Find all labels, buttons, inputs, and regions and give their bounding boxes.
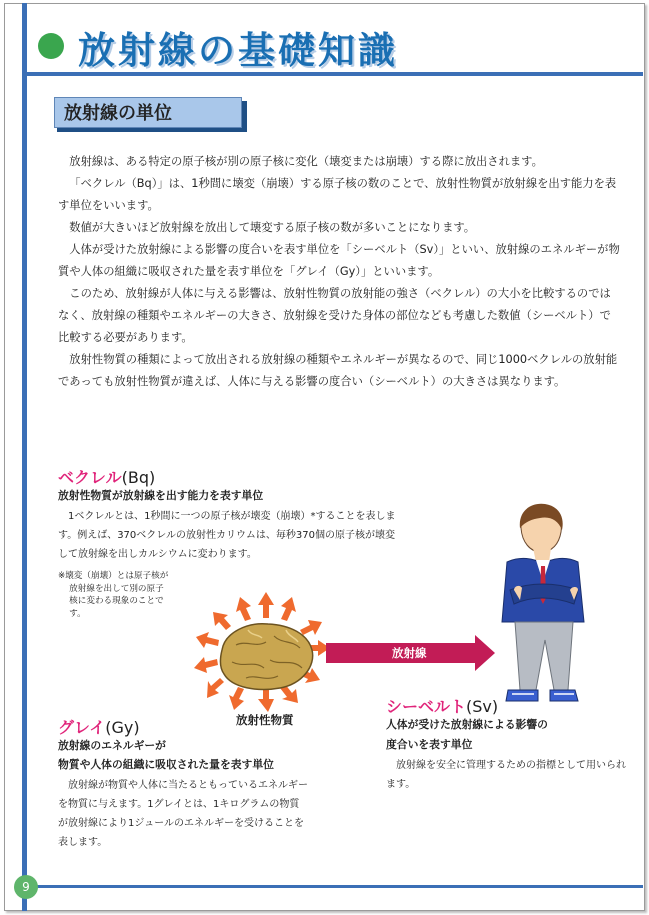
sievert-description [386, 756, 626, 794]
note-line: 放射線を出して別の原子 [69, 583, 164, 594]
intro-paragraph: 数値が大きいほど放射線を放出して壊変する原子核の数が多いことになります。 [69, 221, 476, 234]
gray-unit: (Gy) [105, 718, 140, 737]
person-icon [502, 504, 584, 701]
intro-paragraph: 放射性物質の種類によって放出される放射線の種類やエネルギーが異なるので、同じ1000ベクレルの放射能であっても放射性物質が違えば、人体に与える影響の度合い（シーベルト）の大きさは異なります。 [58, 353, 618, 388]
sievert-name: シーベルト [386, 697, 467, 716]
gray-term [58, 715, 140, 738]
page-number: 9 [14, 875, 38, 899]
becquerel-name: ベクレル [58, 468, 122, 487]
page-title: 放射線の基礎知識 [78, 29, 398, 72]
note-line: ※壊変（崩壊）とは原子核が [58, 571, 169, 581]
gray-subtitle-line1: 放射線のエネルギーが [58, 739, 166, 752]
note-line: す。 [69, 608, 86, 619]
becquerel-subtitle: 放射性物質が放射線を出す能力を表す単位 [58, 489, 264, 502]
gray-name: グレイ [58, 718, 106, 737]
becquerel-unit: (Bq) [121, 468, 156, 487]
intro-paragraph: 「ベクレル（Bq）」は、1秒間に壊変（崩壊）する原子核の数のことで、放射性物質が放射線を出す能力を表す単位をいいます。 [58, 177, 617, 212]
bottom-rule [27, 885, 643, 888]
intro-paragraph: 人体が受けた放射線による影響の度合いを表す単位を「シーベルト（Sv）」といい、放射線のエネルギーが物質や人体の組織に吸収された量を表す単位を「グレイ（Gy）」といいます。 [58, 243, 620, 278]
gray-subtitle-line2: 物質や人体の組織に吸収された量を表す単位 [58, 758, 274, 771]
sievert-unit: (Sv) [466, 697, 499, 716]
note-line: 核に変わる現象のことで [69, 596, 164, 606]
sievert-term [386, 694, 498, 717]
section-heading: 放射線の単位 [54, 97, 242, 128]
gray-description [58, 776, 308, 852]
sievert-subtitle-line1: 人体が受けた放射線による影響の [386, 718, 548, 731]
sievert-subtitle-line2: 度合いを表す単位 [386, 738, 473, 751]
radioactive-material-label: 放射性物質 [236, 713, 294, 727]
gray-description-text: 放射線が物質や人体に当たるともっているエネルギーを物質に与えます。1グレイとは、1キログラムの物質が放射線により1ジュールのエネルギーを受けることを表します。 [58, 780, 308, 848]
sievert-description-text: 放射線を安全に管理するための指標として用いられます。 [386, 760, 626, 790]
intro-paragraph: このため、放射線が人体に与える影響は、放射性物質の放射能の強さ（ベクレル）の大小を比較するのではなく、放射線の種類やエネルギーの大きさ、放射線を受けた身体の部位なども考慮した数値（シーベルト）で比較する必要があります。 [58, 287, 611, 344]
intro-paragraph: 放射線は、ある特定の原子核が別の原子核に変化（壊変または崩壊）する際に放出されます。 [69, 155, 543, 168]
becquerel-description-text: 1ベクレルとは、1秒間に一つの原子核が壊変（崩壊）*することを表します。例えば、370ベクレルの放射性カリウムは、毎秒370個の原子核が壊変して放射線を出しカルシウムに変わります。 [58, 511, 396, 560]
radiation-beam-label: 放射線 [392, 646, 427, 660]
